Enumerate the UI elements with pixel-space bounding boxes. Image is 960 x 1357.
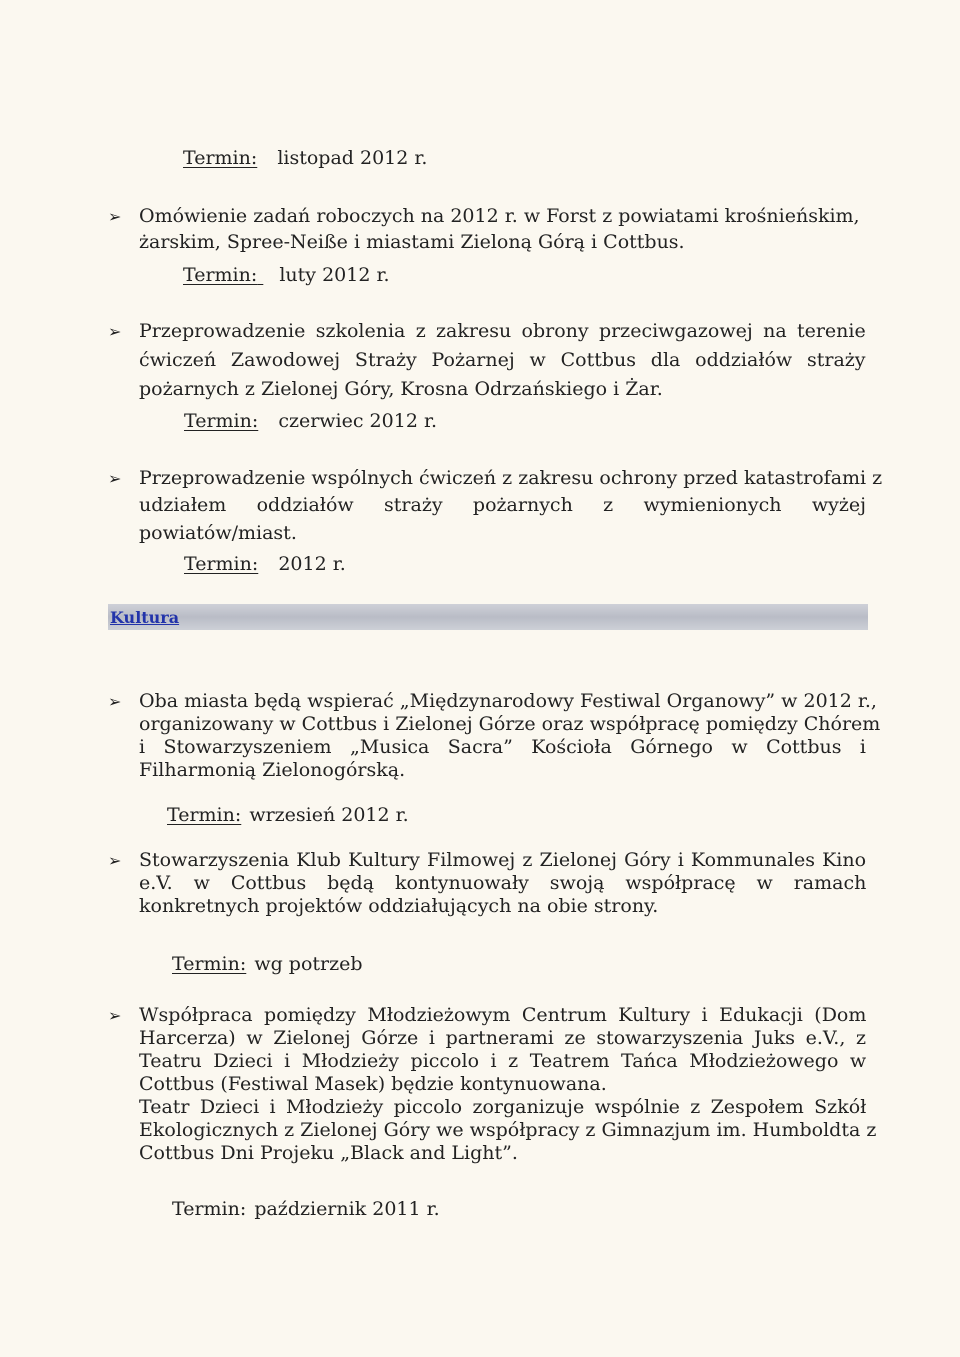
paragraph-line: Filharmonią Zielonogórską. (139, 759, 406, 781)
paragraph-line: konkretnych projektów oddziałujących na obie strony. (139, 895, 659, 917)
paragraph-line: Współpraca pomiędzy Młodzieżowym Centrum Kultury i Edukacji (Dom (139, 1004, 867, 1026)
paragraph-line: Przeprowadzenie szkolenia z zakresu obrony przeciwgazowej na terenie (139, 320, 866, 342)
paragraph-line: Oba miasta będą wspierać „Międzynarodowy Festiwal Organowy” w 2012 r., (139, 690, 877, 712)
termin-label: Termin: (184, 410, 259, 432)
paragraph-line: Ekologicznych z Zielonej Góry we współpracy z Gimnazjum im. Humboldta z (139, 1119, 877, 1141)
termin-label: Termin: (172, 1198, 247, 1220)
paragraph-line: Cottbus (Festiwal Masek) będzie kontynuowana. (139, 1073, 607, 1095)
bullet-arrow-icon: ➢ (108, 1006, 122, 1025)
termin-line (184, 553, 346, 576)
termin-value: wrzesień 2012 r. (249, 804, 409, 826)
paragraph-line: pożarnych z Zielonej Góry, Krosna Odrzańskiego i Żar. (139, 378, 663, 400)
termin-line (172, 953, 363, 976)
bullet-arrow-icon: ➢ (108, 322, 122, 341)
section-header-bar (108, 604, 868, 630)
bullet-arrow-icon: ➢ (108, 851, 122, 870)
termin-line (183, 264, 390, 287)
bullet-arrow-icon: ➢ (108, 692, 122, 711)
termin-label: Termin: (184, 553, 259, 575)
termin-label: Termin: (183, 147, 258, 169)
paragraph-line: Teatru Dzieci i Młodzieży piccolo i z Teatrem Tańca Młodzieżowego w (139, 1050, 867, 1072)
bullet-arrow-icon: ➢ (108, 207, 122, 226)
termin-line (184, 410, 437, 433)
paragraph-line: e.V. w Cottbus będą kontynuowały swoją współpracę w ramach (139, 872, 867, 894)
paragraph-line: Przeprowadzenie wspólnych ćwiczeń z zakresu ochrony przed katastrofami z (139, 467, 883, 489)
section-title: Kultura (110, 608, 180, 627)
termin-value: wg potrzeb (254, 953, 363, 975)
paragraph-line: udziałem oddziałów straży pożarnych z wymienionych wyżej (139, 494, 867, 516)
termin-line (172, 1198, 440, 1221)
termin-label: Termin: (167, 804, 242, 826)
paragraph-line: i Stowarzyszeniem „Musica Sacra” Kościoła Górnego w Cottbus i (139, 736, 866, 758)
termin-value: listopad 2012 r. (277, 147, 428, 169)
termin-value: 2012 r. (278, 553, 346, 575)
paragraph-line: organizowany w Cottbus i Zielonej Górze oraz współpracę pomiędzy Chórem (139, 713, 881, 735)
paragraph-line: ćwiczeń Zawodowej Straży Pożarnej w Cottbus dla oddziałów straży (139, 349, 866, 371)
paragraph-line: Teatr Dzieci i Młodzieży piccolo zorganizuje wspólnie z Zespołem Szkół (139, 1096, 867, 1118)
paragraph-line: Omówienie zadań roboczych na 2012 r. w Forst z powiatami krośnieńskim, (139, 205, 860, 227)
termin-value: październik 2011 r. (254, 1198, 440, 1220)
paragraph-line: Cottbus Dni Projeku „Black and Light”. (139, 1142, 518, 1164)
paragraph-line: Harcerza) w Zielonej Górze i partnerami ze stowarzyszenia Juks e.V., z (139, 1027, 867, 1049)
termin-label: Termin: (172, 953, 247, 975)
paragraph-line: Stowarzyszenia Klub Kultury Filmowej z Zielonej Góry i Kommunales Kino (139, 849, 867, 871)
paragraph-line: żarskim, Spree-Neiße i miastami Zieloną Górą i Cottbus. (139, 231, 685, 253)
paragraph-line: powiatów/miast. (139, 522, 297, 544)
termin-line (183, 147, 427, 170)
termin-value: luty 2012 r. (279, 264, 390, 286)
termin-line (167, 804, 409, 827)
termin-value: czerwiec 2012 r. (278, 410, 437, 432)
bullet-arrow-icon: ➢ (108, 469, 122, 488)
termin-label: Termin: (183, 264, 258, 286)
